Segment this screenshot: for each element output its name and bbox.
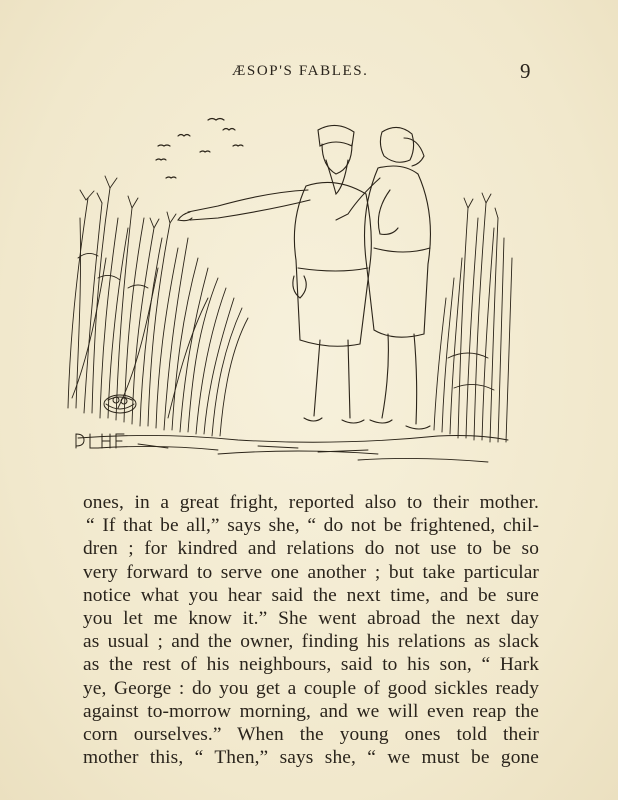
text-line: notice what you hear said the next time, and be sure xyxy=(83,584,539,606)
text-line: against to-morrow morning, and we will even reap the xyxy=(83,700,539,722)
ground xyxy=(78,435,508,462)
text-line: ones, in a great fright, reported also to their mother. xyxy=(83,492,539,513)
birds-icon xyxy=(156,119,243,179)
text-line: mother this, “ Then,” says she, “ we must be gone xyxy=(83,747,539,769)
text-line: you let me know it.” She went abroad the next day xyxy=(83,607,539,629)
text-line: corn ourselves.” When the young ones told their xyxy=(83,723,539,745)
text-line: “ If that be all,” says she, “ do not be frightened, chil- xyxy=(86,515,539,537)
farmer-figure xyxy=(178,125,371,423)
son-figure xyxy=(336,127,430,429)
text-line: ye, George : do you get a couple of good sickles ready xyxy=(83,677,539,699)
body-text xyxy=(83,491,539,769)
text-line: as the rest of his neighbours, said to his son, “ Hark xyxy=(83,654,539,676)
engraving-illustration xyxy=(58,108,518,480)
text-line: as usual ; and the owner, finding his relations as slack xyxy=(83,631,539,653)
text-line: dren ; for kindred and relations do not use to be so xyxy=(83,538,539,560)
cornfield-left xyxy=(68,176,248,436)
running-head xyxy=(0,59,618,87)
page-number: 9 xyxy=(520,59,531,83)
cornfield-right xyxy=(434,193,512,442)
text-line: very forward to serve one another ; but take particular xyxy=(83,561,539,583)
running-title: ÆSOP'S FABLES. xyxy=(232,63,369,79)
